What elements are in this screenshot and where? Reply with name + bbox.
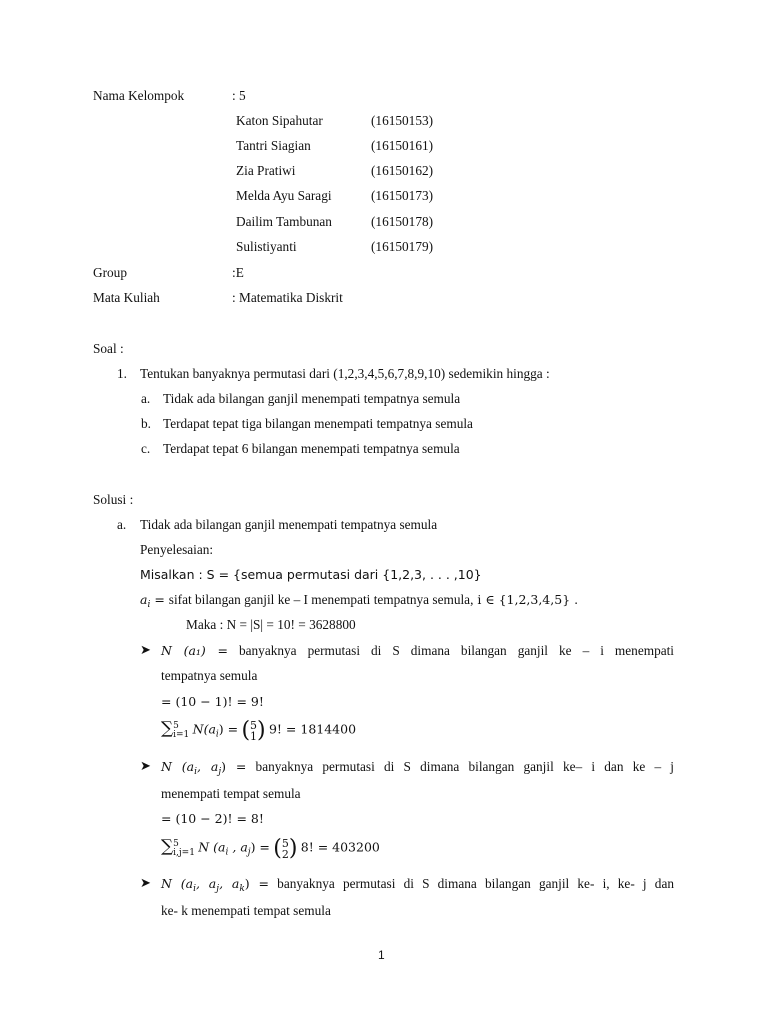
penyelesaian-label: Penyelesaian: — [140, 542, 214, 557]
member-id: (16150161) — [371, 138, 434, 153]
sum-lower: i=1 — [173, 729, 190, 740]
binom-bottom: 2 — [281, 847, 289, 861]
sum-lower: i,j=1 — [173, 847, 195, 858]
bullet-1-text: banyaknya permutasi di S dimana bilangan ganjil ke – i menempati — [238, 643, 675, 658]
mata-kuliah-label: Mata Kuliah — [93, 290, 160, 305]
bullet-1-line-1 — [161, 643, 674, 659]
binom-top: 5 — [250, 718, 258, 732]
b2-math-a: N (a — [161, 759, 195, 774]
member-id: (16150179) — [371, 239, 434, 254]
nama-kelompok-label: Nama Kelompok — [93, 88, 185, 103]
binomial-1 — [250, 720, 257, 742]
sum-2-sub-j: j — [247, 847, 251, 858]
sum-2-lhs: N (a — [198, 839, 226, 855]
member-id: (16150162) — [371, 163, 434, 178]
bullet-2-math — [161, 759, 247, 777]
sigma-symbol: ∑ — [161, 718, 174, 739]
group-label: Group — [93, 265, 127, 280]
b2-math-end: ) = — [221, 759, 247, 774]
sum-1-lhs-end: ) = — [218, 721, 239, 737]
bullet-3-line-2: ke- k menempati tempat semula — [161, 903, 331, 918]
sum-1-lhs: N(a — [192, 721, 216, 737]
sum-2-lhs-end: ) = — [250, 839, 270, 855]
sum-1-lhs-sub: i — [215, 729, 219, 740]
item-text: Tidak ada bilangan ganjil menempati tempatnya semula — [163, 391, 461, 406]
arrow-bullet-icon: ➤ — [140, 759, 151, 774]
bullet-3-text: banyaknya permutasi di S dimana bilangan ganjil ke- i, ke- j dan — [277, 876, 675, 891]
b3-mid-1: , a — [196, 876, 217, 891]
item-letter: b. — [141, 416, 151, 431]
b3-math-end: ) = — [244, 876, 269, 891]
solusi-heading: Solusi : — [93, 492, 134, 507]
member-id: (16150173) — [371, 188, 434, 203]
question-number: 1. — [117, 366, 127, 381]
bullet-1-equation: = (10 − 1)! = 9! — [161, 694, 264, 709]
ai-symbol: a — [140, 592, 148, 607]
sum-upper: 5 — [173, 720, 179, 731]
ai-definition — [140, 592, 578, 610]
item-letter: c. — [141, 441, 151, 456]
b3-sub-j: j — [216, 884, 220, 894]
binom-bottom: 1 — [250, 729, 258, 743]
member-id: (16150153) — [371, 113, 434, 128]
sum-2-rhs: 8! = 403200 — [300, 839, 380, 855]
binom-top: 5 — [281, 836, 289, 850]
ai-text: sifat bilangan ganjil ke – I menempati tempatnya semula, — [168, 592, 474, 607]
bullet-3-math — [161, 876, 269, 894]
bullet-2-line-2: menempati tempat semula — [161, 786, 301, 801]
ai-subscript: i — [147, 600, 151, 610]
bullet-1-math: N (a₁) = — [161, 643, 228, 658]
item-text: Terdapat tepat 6 bilangan menempati tempatnya semula — [163, 441, 460, 456]
bullet-2-line-1 — [161, 759, 674, 777]
binomial-2 — [282, 838, 289, 860]
b3-math-a: N (a — [161, 876, 194, 891]
b3-sub-i: i — [193, 884, 196, 894]
bullet-3-line-1 — [161, 876, 674, 894]
member-name: Melda Ayu Saragi — [236, 188, 332, 203]
page-number: 1 — [378, 948, 385, 962]
ai-equals: = — [150, 592, 169, 607]
member-name: Zia Pratiwi — [236, 163, 296, 178]
arrow-bullet-icon: ➤ — [140, 643, 151, 658]
member-id: (16150178) — [371, 214, 434, 229]
member-name: Dailim Tambunan — [236, 214, 332, 229]
bullet-1-line-2: tempatnya semula — [161, 668, 258, 683]
solusi-item-text: Tidak ada bilangan ganjil menempati tempatnya semula — [140, 517, 438, 532]
b2-sub-j: j — [218, 767, 222, 777]
soal-heading: Soal : — [93, 341, 124, 356]
member-name: Katon Sipahutar — [236, 113, 323, 128]
solusi-item-letter: a. — [117, 517, 127, 532]
ai-set: i ∈ {1,2,3,4,5} . — [473, 592, 579, 607]
question-text: Tentukan banyaknya permutasi dari (1,2,3,4,5,6,7,8,9,10) sedemikin hingga : — [140, 366, 550, 381]
sum-upper: 5 — [173, 838, 179, 849]
member-name: Tantri Siagian — [236, 138, 311, 153]
b2-math-mid: , a — [197, 759, 219, 774]
misalkan-line: Misalkan : S = {semua permutasi dari {1,2,3, . . . ,10} — [140, 567, 482, 582]
b3-mid-2: , a — [219, 876, 240, 891]
sum-1-equation: ∑5 i=1 $N(a_i) = (5$ 1) 9! = 1814400 — [161, 718, 357, 743]
b3-sub-k: k — [239, 884, 245, 894]
bullet-2-text: banyaknya permutasi di S dimana bilangan ganjil ke– i dan ke – j — [255, 759, 675, 774]
sum-2-mid: , a — [228, 839, 248, 855]
item-letter: a. — [141, 391, 151, 406]
sigma-symbol: ∑ — [161, 836, 174, 857]
item-text: Terdapat tepat tiga bilangan menempati tempatnya semula — [163, 416, 473, 431]
b2-sub-i: i — [194, 767, 198, 777]
sum-1-rhs: 9! = 1814400 — [268, 721, 357, 737]
mata-kuliah-value: : Matematika Diskrit — [232, 290, 343, 305]
nama-kelompok-value: : 5 — [232, 88, 246, 103]
bullet-2-equation: = (10 − 2)! = 8! — [161, 811, 264, 826]
maka-line: Maka : N = |S| = 10! = 3628800 — [186, 617, 356, 632]
member-name: Sulistiyanti — [236, 239, 297, 254]
sum-2-sub-i: i — [225, 847, 229, 858]
sum-2-equation: ∑5 i,j=1 N ($a_i$ , $a_j) = (5$ 2) 8! = 403200 — [161, 836, 380, 861]
arrow-bullet-icon: ➤ — [140, 876, 151, 891]
group-value: :E — [232, 265, 244, 280]
